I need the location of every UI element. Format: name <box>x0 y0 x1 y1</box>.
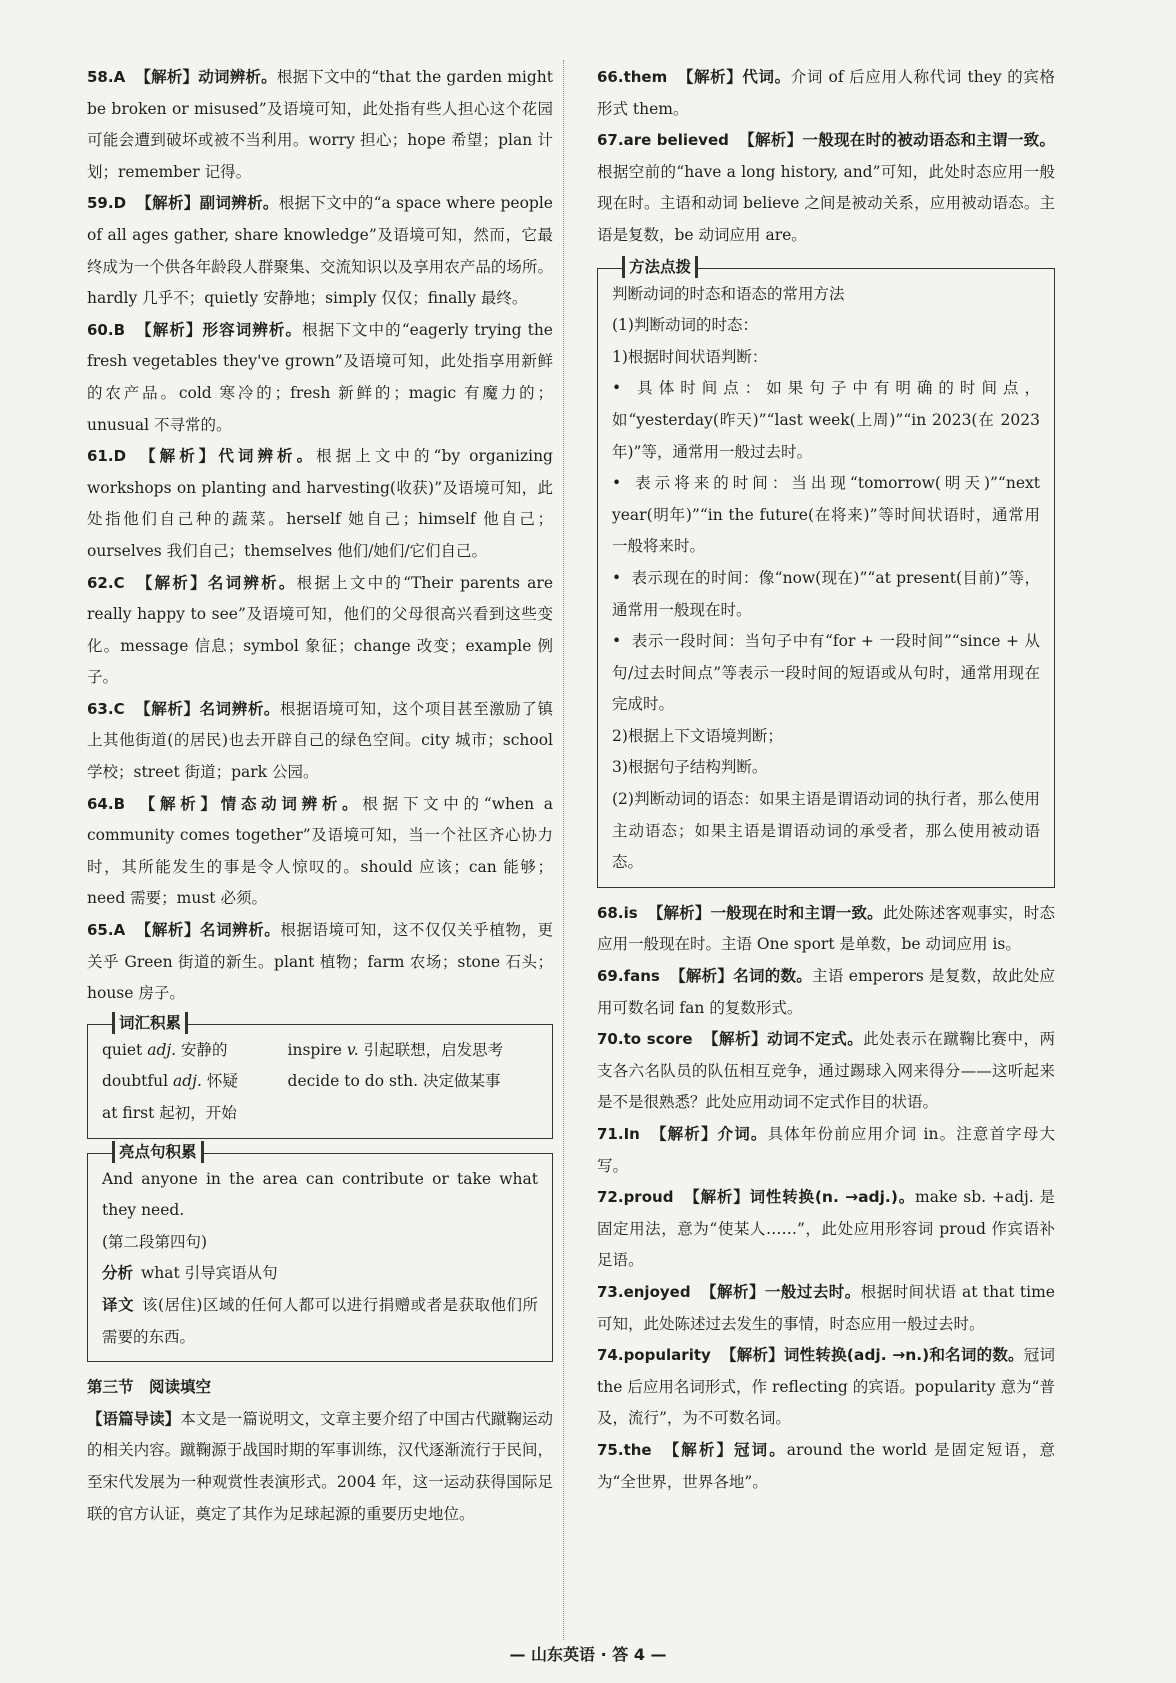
analysis-body: 此处表示在蹴鞠比赛中，两支各六名队员的队伍相互竞争，通过踢球入网来得分——这听起来是不是很熟悉？此处应用动词不定式作目的状语。 <box>597 1030 1055 1112</box>
analysis-label: 分析 <box>102 1264 134 1283</box>
vocab-pos: v. <box>346 1040 359 1059</box>
answer-number: 66.them <box>597 68 668 86</box>
translation-label: 译文 <box>102 1295 134 1314</box>
method-bullet: • 表示将来的时间：当出现“tomorrow(明天)”“next year(明年)”“in the future(在将来)”等时间状语时，通常用一般将来时。 <box>612 468 1040 563</box>
analysis-tag: 【解析】 <box>135 68 199 86</box>
analysis-title: 一般过去时。 <box>764 1282 861 1301</box>
analysis-body: 此处陈述客观事实，时态应用一般现在时。主语 One sport 是单数，be 动词应用 is。 <box>597 903 1055 954</box>
analysis-body: 根据上文中的“by organizing workshops on planting and harvesting(收获)”及语境可知，此处指他们自己种的蔬菜。herself 她自己；himself 他自己；ourselves 我们自己；themselves 他们/她们/它们自己。 <box>87 447 553 560</box>
analysis-title: 名词的数。 <box>733 967 813 986</box>
analysis-title: 动词不定式。 <box>767 1030 864 1049</box>
analysis-body: 根据语境可知，这不仅仅关乎植物，更关乎 Green 街道的新生。plant 植物；farm 农场；stone 石头；house 房子。 <box>87 921 553 1003</box>
vocab-item <box>288 1066 538 1098</box>
method-sub1b: 2)根据上下文语境判断； <box>612 726 783 745</box>
method-bullet: • 具体时间点：如果句子中有明确的时间点，如“yesterday(昨天)”“last week(上周)”“in 2023(在 2023 年)”等，通常用一般过去时。 <box>612 373 1040 468</box>
sentence-box-title: 亮点句积累 <box>112 1141 204 1163</box>
analysis-tag: 【解析】 <box>134 573 208 592</box>
sentence-box <box>87 1142 553 1363</box>
answer-number: 63.C <box>87 699 125 718</box>
analysis-tag: 【解析】 <box>649 1125 718 1143</box>
analysis-title: 名词辨析。 <box>199 699 281 718</box>
analysis-body: 主语 emperors 是复数，故此处应用可数名词 fan 的复数形式。 <box>597 967 1055 1017</box>
analysis-body: 根据空前的“have a long history, and”可知，此处时态应用一般现在时。主语和动词 believe 之间是被动关系，应用被动语态。主语是复数，be 动词应用 are。 <box>597 162 1055 244</box>
method-sub1c: 3)根据句子结构判断。 <box>612 758 768 777</box>
answer-entry <box>87 441 553 567</box>
vocab-pos: adj. <box>173 1072 202 1091</box>
answer-entry <box>597 1119 1055 1182</box>
vocab-word: decide to do sth. <box>287 1072 419 1091</box>
answer-entry <box>597 1435 1055 1498</box>
analysis-tag: 【解析】 <box>136 447 219 466</box>
method-sub1a: 1)根据时间状语判断： <box>612 347 768 366</box>
analysis-tag: 【解析】 <box>136 194 200 213</box>
answer-entry <box>87 789 553 915</box>
answer-number: 62.C <box>87 573 125 592</box>
vocab-word: quiet <box>102 1040 143 1059</box>
analysis-title: 代词辨析。 <box>218 447 317 466</box>
analysis-tag: 【解析】 <box>677 68 743 86</box>
analysis-title: 代词。 <box>742 68 791 86</box>
answer-number: 65.A <box>87 921 126 940</box>
analysis-body: 根据下文中的“that the garden might be broken or misused”及语境可知，此处指有些人担心这个花园可能会遭到破坏或被不当利用。worry 担心；hope 希望；plan 计划；remember 记得。 <box>87 68 553 181</box>
translation-text: 该(居住)区域的任何人都可以进行捐赠或者是获取他们所需要的东西。 <box>102 1295 538 1346</box>
vocab-item <box>102 1098 288 1130</box>
answer-entry <box>597 62 1055 125</box>
intro-text: 本文是一篇说明文，文章主要介绍了中国古代蹴鞠运动的相关内容。蹴鞠源于战国时期的军事训练，汉代逐渐流行于民间，至宋代发展为一种观赏性表演形式。2004 年，这一运动获得国际足联的官方认证，奠定了其作为足球起源的重要历史地位。 <box>87 1409 553 1523</box>
analysis-title: 词性转换(adj. →n.)和名词的数。 <box>783 1346 1024 1365</box>
analysis-text: what 引导宾语从句 <box>141 1264 278 1283</box>
vocab-item <box>102 1035 288 1067</box>
analysis-tag: 【解析】 <box>702 1030 768 1049</box>
analysis-title: 情态动词辨析。 <box>220 794 363 813</box>
analysis-body: 根据下文中的“eagerly trying the fresh vegetables they've grown”及语境可知，此处指享用新鲜的农产品。cold 寒冷的；fresh 新鲜的；magic 有魔力的；unusual 不寻常的。 <box>87 320 553 434</box>
analysis-body: around the world 是固定短语，意为“全世界，世界各地”。 <box>597 1440 1055 1491</box>
method-box-title: 方法点拨 <box>622 256 698 278</box>
answer-number: 67.are believed <box>597 131 729 150</box>
vocab-meaning: 引起联想，启发思考 <box>363 1040 504 1059</box>
left-column <box>87 62 553 1530</box>
analysis-body: 根据语境可知，这个项目甚至激励了镇上其他街道(的居民)也去开辟自己的绿色空间。city 城市；school 学校；street 街道；park 公园。 <box>87 699 553 782</box>
answer-entry <box>597 125 1055 251</box>
analysis-tag: 【解析】 <box>700 1282 765 1301</box>
vocab-item <box>102 1066 288 1098</box>
answer-entry <box>87 62 553 188</box>
analysis-title: 冠词。 <box>734 1440 787 1459</box>
method-bullet: • 表示现在的时间：像“now(现在)”“at present(目前)”等，通常用一般现在时。 <box>612 563 1040 626</box>
answer-entry <box>87 694 553 789</box>
answer-number: 61.D <box>87 447 127 466</box>
analysis-body: 冠词 the 后应用名词形式，作 reflecting 的宾语。popularity 意为“普及，流行”，为不可数名词。 <box>597 1346 1055 1428</box>
analysis-title: 形容词辨析。 <box>202 320 303 339</box>
answer-number: 60.B <box>87 320 126 339</box>
answer-number: 64.B <box>87 794 126 813</box>
method-sub1: (1)判断动词的时态： <box>612 316 758 335</box>
vocab-item <box>288 1035 538 1067</box>
vocab-box <box>87 1013 553 1139</box>
sentence-source: (第二段第四句) <box>102 1232 208 1251</box>
analysis-body: 根据下文中的“when a community comes together”及语境可知，当一个社区齐心协力时，其所能发生的事是令人惊叹的。should 应该；can 能够；need 需要；must 必须。 <box>87 794 553 908</box>
analysis-title: 词性转换(n. →adj.)。 <box>749 1188 916 1207</box>
answer-number: 59.D <box>87 194 127 213</box>
analysis-title: 动词辨析。 <box>198 68 277 86</box>
vocab-word: doubtful <box>102 1072 169 1091</box>
answer-entry <box>87 915 553 1010</box>
page-footer: — 山东英语 · 答 4 — <box>509 1645 667 1664</box>
answer-entry <box>87 188 553 314</box>
method-box <box>597 257 1055 888</box>
analysis-body: 根据上文中的“Their parents are really happy to see”及语境可知，他们的父母很高兴看到这些变化。message 信息；symbol 象征；change 改变；example 例子。 <box>87 573 553 687</box>
answer-entry <box>597 898 1055 961</box>
answer-entry <box>597 961 1055 1024</box>
vocab-meaning: 起初，开始 <box>159 1104 237 1122</box>
sentence-text: And anyone in the area can contribute or take what they need. <box>102 1169 538 1220</box>
answer-entry <box>597 1182 1055 1277</box>
vocab-word: inspire <box>287 1040 342 1059</box>
analysis-tag: 【解析】 <box>738 131 803 150</box>
analysis-title: 名词辨析。 <box>207 573 297 592</box>
vocab-meaning: 安静的 <box>181 1040 228 1059</box>
answer-entry <box>87 315 553 441</box>
section-title: 第三节 阅读填空 <box>87 1378 212 1397</box>
answer-number: 68.is <box>597 903 638 922</box>
answer-number: 72.proud <box>597 1188 674 1207</box>
intro-label: 【语篇导读】 <box>87 1409 181 1428</box>
answer-entry <box>597 1277 1055 1340</box>
passage-intro <box>87 1404 553 1530</box>
analysis-tag: 【解析】 <box>683 1188 750 1207</box>
answer-number: 75.the <box>597 1440 652 1459</box>
method-sub2: (2)判断动词的语态：如果主语是谓语动词的执行者，那么使用主动语态；如果主语是谓语动词的承受者，那么使用被动语态。 <box>612 790 1040 872</box>
vocab-meaning: 决定做某事 <box>423 1072 501 1091</box>
analysis-title: 名词辨析。 <box>200 921 281 940</box>
column-divider <box>563 60 564 1640</box>
answer-number: 58.A <box>87 68 126 86</box>
method-bullet: • 表示一段时间：当句子中有“for + 一段时间”“since + 从句/过去时间点”等表示一段时间的短语或从句时，通常用现在完成时。 <box>612 626 1040 721</box>
analysis-body: 介词 of 后应用人称代词 they 的宾格形式 them。 <box>597 68 1055 118</box>
analysis-body: 根据下文中的“a space where people of all ages gather, share knowledge”及语境可知，然而，它最终成为一个供各年龄段人群聚集、交流知识以及享用农产品的场所。hardly 几乎不；quietly 安静地；simply 仅仅；finally 最终。 <box>87 194 553 308</box>
answer-number: 71.In <box>597 1125 640 1143</box>
vocab-meaning: 怀疑 <box>206 1072 238 1091</box>
analysis-tag: 【解析】 <box>669 967 734 986</box>
analysis-body: 具体年份前应用介词 in。注意首字母大写。 <box>597 1125 1055 1175</box>
analysis-title: 一般现在时的被动语态和主谓一致。 <box>802 131 1055 150</box>
vocab-pos: adj. <box>147 1040 177 1059</box>
analysis-body: 根据时间状语 at that time 可知，此处陈述过去发生的事情，时态应用一般过去时。 <box>597 1282 1055 1333</box>
right-column <box>597 62 1055 1498</box>
method-heading: 判断动词的时态和语态的常用方法 <box>612 284 845 303</box>
answer-number: 73.enjoyed <box>597 1282 691 1301</box>
analysis-title: 介词。 <box>717 1125 768 1143</box>
answer-entry <box>87 568 553 694</box>
answer-entry <box>597 1024 1055 1119</box>
answer-number: 69.fans <box>597 967 660 986</box>
analysis-tag: 【解析】 <box>134 699 200 718</box>
vocab-word: at first <box>102 1104 155 1122</box>
analysis-tag: 【解析】 <box>135 794 221 813</box>
analysis-tag: 【解析】 <box>135 320 203 339</box>
analysis-tag: 【解析】 <box>135 921 201 940</box>
analysis-tag: 【解析】 <box>661 1440 735 1459</box>
analysis-tag: 【解析】 <box>720 1346 784 1365</box>
answer-entry <box>597 1340 1055 1435</box>
analysis-body: make sb. +adj. 是固定用法，意为“使某人……”，此处应用形容词 proud 作宾语补足语。 <box>597 1188 1055 1270</box>
vocab-box-title: 词汇积累 <box>112 1012 188 1034</box>
analysis-title: 副词辨析。 <box>199 194 279 213</box>
answer-number: 74.popularity <box>597 1346 711 1365</box>
answer-number: 70.to score <box>597 1030 693 1049</box>
analysis-title: 一般现在时和主谓一致。 <box>710 903 883 922</box>
analysis-tag: 【解析】 <box>647 903 711 922</box>
